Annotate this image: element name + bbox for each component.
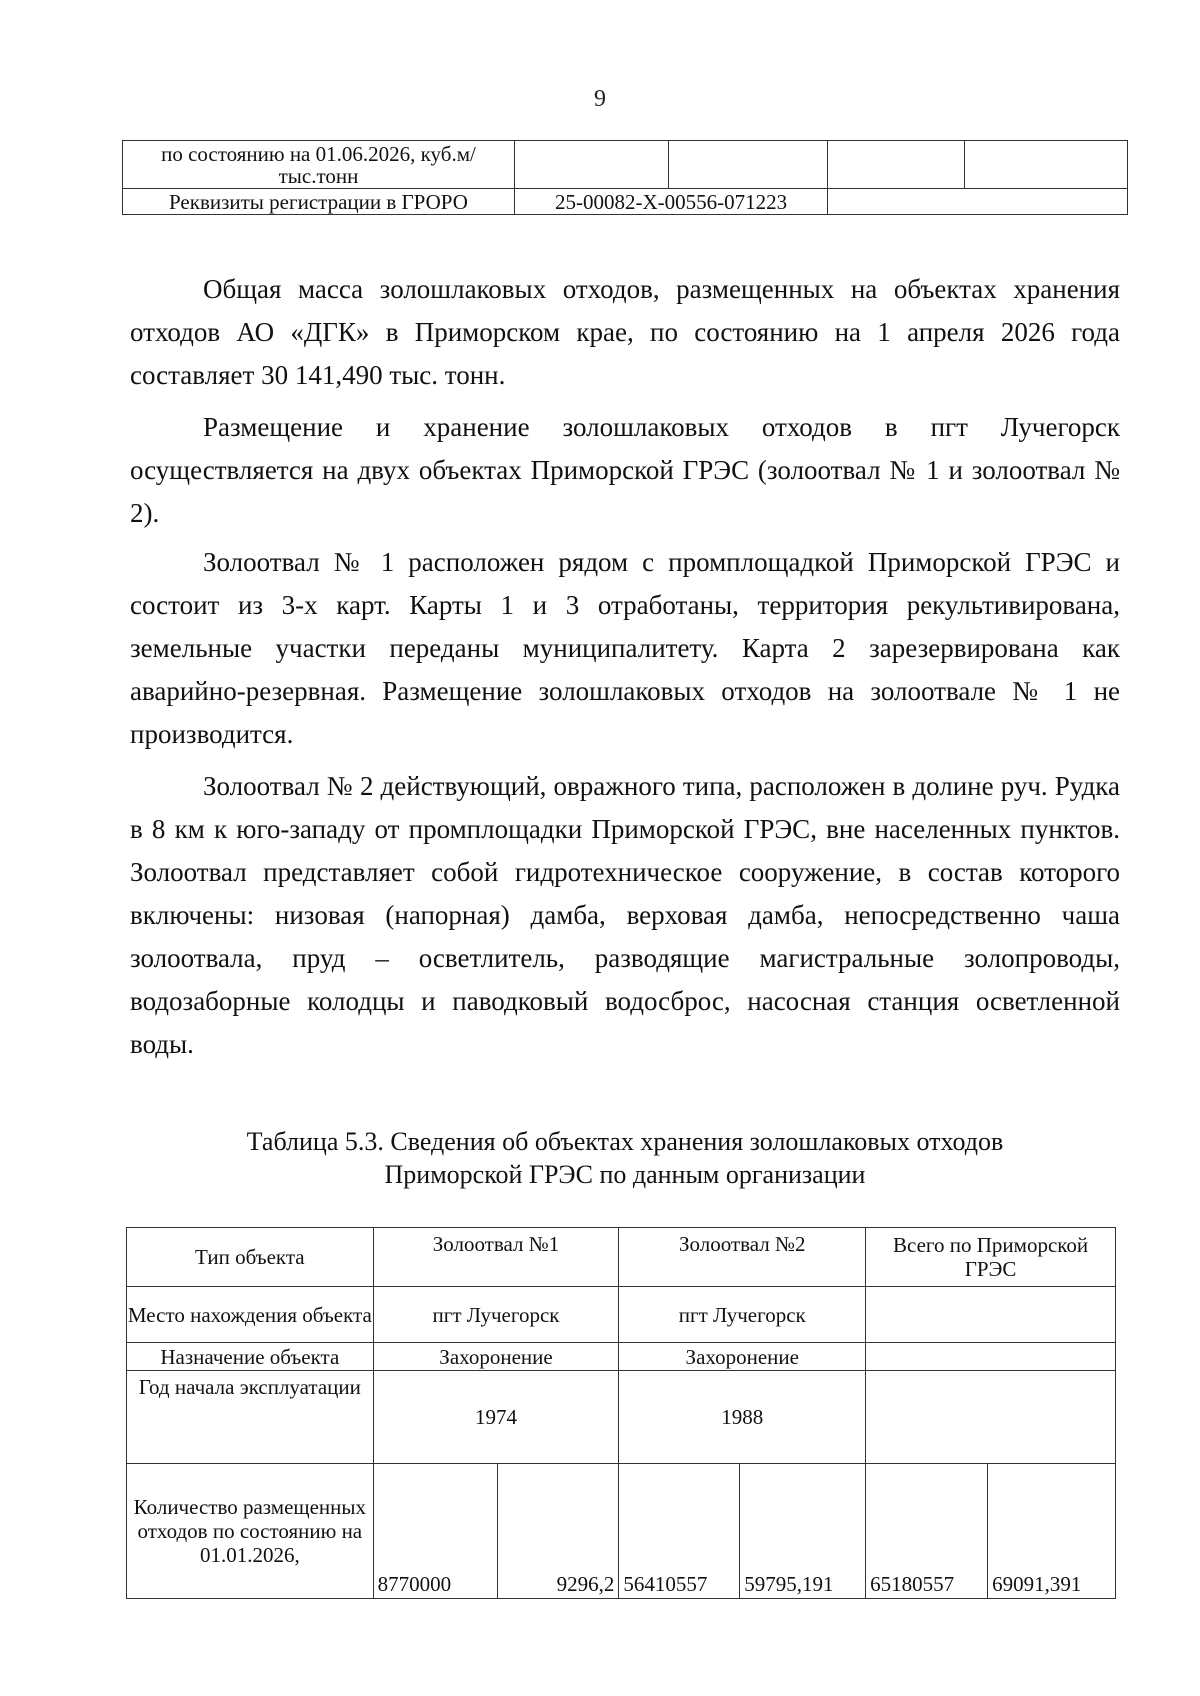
page-number: 9 [594,86,606,112]
paragraph-ash-dump-2: Золоотвал № 2 действующий, овражного типа, расположен в долине руч. Рудка в 8 км к юго-западу от промплощадки Приморской ГРЭС, вне населенных пунктов. Золоотвал представляет собой гидротехническое сооружение, в состав которого включены: низовая (напорная) дамба, верховая дамба, непосредственно чаша золоотвала, пруд – осветлитель, разводящие магистральные золопроводы, водозаборные колодцы и паводковый водосброс, насосная станция осветленной воды. [130,771,1120,1059]
caption-line-1: Таблица 5.3. Сведения об объектах хранения золошлаковых отходов [246,1127,1004,1156]
table-row [127,1343,1116,1371]
registration-number: 25-00082-Х-00556-071223 [514,189,827,215]
table-cell [514,141,668,189]
row-label-amount: Количество размещенных отходов по состоянию на 01.01.2026, [127,1464,374,1599]
table-cell [828,141,965,189]
header-total: Всего по Приморской ГРЭС [866,1228,1116,1287]
cell-amount-3b: 69091,391 [988,1464,1116,1599]
registration-table [122,140,1128,215]
cell-year-2: 1988 [619,1371,866,1464]
cell-purpose-2: Захоронение [619,1343,866,1371]
row-label-purpose: Назначение объекта [127,1343,374,1371]
header-ash-dump-1: Золоотвал №1 [373,1228,619,1287]
table-cell [866,1371,1116,1464]
table-cell [866,1287,1116,1343]
cell-purpose-1: Захоронение [373,1343,619,1371]
cell-amount-2b: 59795,191 [740,1464,866,1599]
paragraph-ash-dump-1: Золоотвал № 1 расположен рядом с промплощадкой Приморской ГРЭС и состоит из 3-х карт. Карты 1 и 3 отработаны, территория рекультивирована, земельные участки переданы муниципалитету. Карта 2 зарезервирована как аварийно-резервная. Размещение золошлаковых отходов на золоотвале № 1 не производится. [130,547,1120,749]
table-cell [965,141,1128,189]
table-cell [669,141,828,189]
row-label-year: Год начала эксплуатации [127,1371,374,1464]
cell-location-2: пгт Лучегорск [619,1287,866,1343]
cell-amount-3a: 65180557 [866,1464,988,1599]
table-cell-label: Реквизиты регистрации в ГРОРО [123,189,515,215]
cell-year-1: 1974 [373,1371,619,1464]
table-caption [130,1125,1120,1191]
table-cell [828,189,1128,215]
paragraph-placement: Размещение и хранение золошлаковых отходов в пгт Лучегорск осуществляется на двух объектах Приморской ГРЭС (золоотвал № 1 и золоотвал № 2). [130,412,1120,528]
table-row [127,1287,1116,1343]
table-row [127,1371,1116,1464]
table-cell-label: по состоянию на 01.06.2026, куб.м/тыс.тонн [123,141,515,189]
cell-amount-1b: 9296,2 [497,1464,619,1599]
header-ash-dump-2: Золоотвал №2 [619,1228,866,1287]
header-type: Тип объекта [127,1228,374,1287]
cell-location-1: пгт Лучегорск [373,1287,619,1343]
cell-amount-1a: 8770000 [373,1464,497,1599]
row-label-location: Место нахождения объекта [127,1287,374,1343]
paragraph-total-mass: Общая масса золошлаковых отходов, размещенных на объектах хранения отходов АО «ДГК» в Приморском крае, по состоянию на 1 апреля 2026 года составляет 30 141,490 тыс. тонн. [130,274,1120,390]
caption-line-2: Приморской ГРЭС по данным организации [384,1160,866,1189]
table-header-row [127,1228,1116,1287]
ash-storage-table [126,1227,1116,1599]
table-cell [866,1343,1116,1371]
table-row [127,1464,1116,1599]
cell-amount-2a: 56410557 [619,1464,740,1599]
